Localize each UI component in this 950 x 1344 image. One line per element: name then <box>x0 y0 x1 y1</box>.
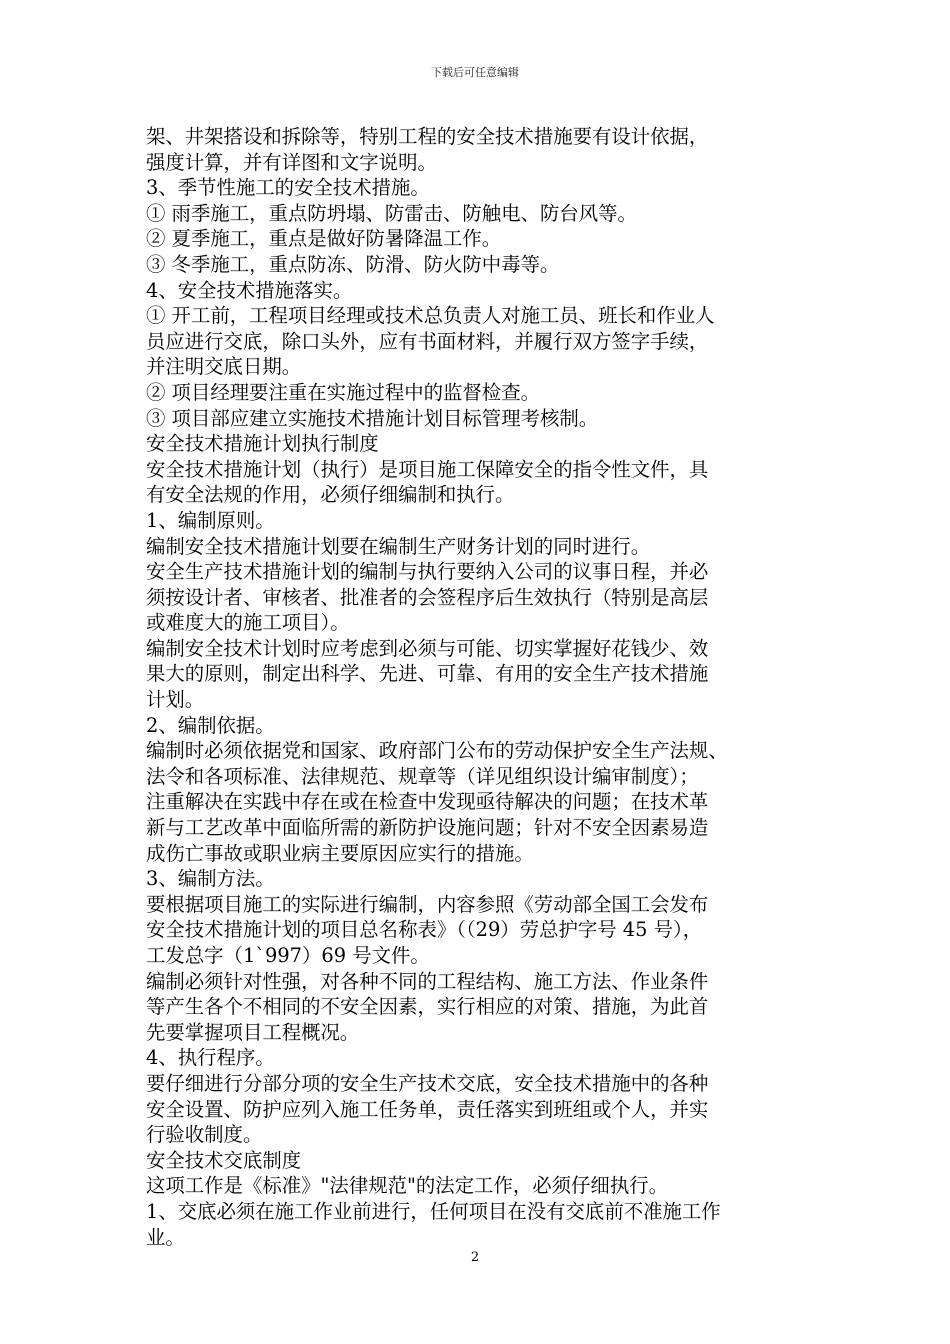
page-number: 2 <box>470 1250 480 1265</box>
text-line: 1、编制原则。 <box>146 508 275 532</box>
text-line: 1、交底必须在施工作业前进行，任何项目在没有交底前不准施工作 <box>146 1199 721 1223</box>
document-body <box>146 124 826 1250</box>
text-line: 计划。 <box>146 688 205 712</box>
text-line: 法令和各项标准、法律规范、规章等（详见组织设计编审制度）； <box>146 764 699 788</box>
text-line: 要仔细进行分部分项的安全生产技术交底，安全技术措施中的各种 <box>146 1071 709 1095</box>
text-line: 安全技术措施计划（执行）是项目施工保障安全的指令性文件，具 <box>146 457 709 481</box>
text-line: 4、执行程序。 <box>146 1046 275 1070</box>
text-line: ② 夏季施工，重点是做好防暑降温工作。 <box>146 227 502 251</box>
text-line: 3、编制方法。 <box>146 867 275 891</box>
text-line: ③ 项目部应建立实施技术措施计划目标管理考核制。 <box>146 406 599 430</box>
text-line: 3、季节性施工的安全技术措施。 <box>146 176 430 200</box>
text-line: 要根据项目施工的实际进行编制，内容参照《劳动部全国工会发布 <box>146 892 709 916</box>
page-header: 下载后可任意编辑 <box>431 66 519 79</box>
text-line: 安全技术措施计划的项目总名称表》（（29）劳总护字号 45 号）， <box>146 918 703 942</box>
text-line: 安全技术措施计划执行制度 <box>146 432 379 456</box>
text-line: 等产生各个不相同的不安全因素，实行相应的对策、措施，为此首 <box>146 995 709 1019</box>
text-line: 并注明交底日期。 <box>146 355 302 379</box>
text-line: 安全生产技术措施计划的编制与执行要纳入公司的议事日程，并必 <box>146 560 709 584</box>
text-line: 注重解决在实践中存在或在检查中发现亟待解决的问题；在技术革 <box>146 790 709 814</box>
text-line: 编制必须针对性强，对各种不同的工程结构、施工方法、作业条件 <box>146 969 709 993</box>
text-line: 新与工艺改革中面临所需的新防护设施问题；针对不安全因素易造 <box>146 816 709 840</box>
text-line: 强度计算，并有详图和文字说明。 <box>146 150 437 174</box>
text-line: 有安全法规的作用，必须仔细编制和执行。 <box>146 483 515 507</box>
text-line: 2、编制依据。 <box>146 713 275 737</box>
text-line: ③ 冬季施工，重点防冻、防滑、防火防中毒等。 <box>146 252 560 276</box>
text-line: ① 雨季施工，重点防坍塌、防雷击、防触电、防台风等。 <box>146 201 637 225</box>
text-line: 安全技术交底制度 <box>146 1148 302 1172</box>
text-line: 果大的原则，制定出科学、先进、可靠、有用的安全生产技术措施 <box>146 662 709 686</box>
text-line: 工发总字（1`997）69 号文件。 <box>146 944 430 967</box>
text-line: 先要掌握项目工程概况。 <box>146 1020 360 1044</box>
text-line: 编制时必须依据党和国家、政府部门公布的劳动保护安全生产法规、 <box>146 739 728 763</box>
text-line: 业。 <box>146 1225 185 1249</box>
text-line: 或难度大的施工项目）。 <box>146 611 350 635</box>
text-line: 编制安全技术措施计划要在编制生产财务计划的同时进行。 <box>146 534 651 558</box>
text-line: 员应进行交底，除口头外，应有书面材料，并履行双方签字手续， <box>146 329 709 353</box>
text-line: 成伤亡事故或职业病主要原因应实行的措施。 <box>146 841 534 865</box>
text-line: 须按设计者、审核者、批准者的会签程序后生效执行（特别是高层 <box>146 585 709 609</box>
text-line: 编制安全技术计划时应考虑到必须与可能、切实掌握好花钱少、效 <box>146 636 709 660</box>
text-line: 行验收制度。 <box>146 1123 263 1147</box>
text-line: 安全设置、防护应列入施工任务单，责任落实到班组或个人，并实 <box>146 1097 709 1121</box>
text-line: ② 项目经理要注重在实施过程中的监督检查。 <box>146 380 540 404</box>
text-line: ① 开工前，工程项目经理或技术总负责人对施工员、班长和作业人 <box>146 304 715 328</box>
text-line: 架、井架搭设和拆除等，特别工程的安全技术措施要有设计依据， <box>146 125 709 148</box>
text-line: 4、安全技术措施落实。 <box>146 278 353 302</box>
text-line: 这项工作是《标准》"法律规范"的法定工作，必须仔细执行。 <box>146 1174 668 1198</box>
